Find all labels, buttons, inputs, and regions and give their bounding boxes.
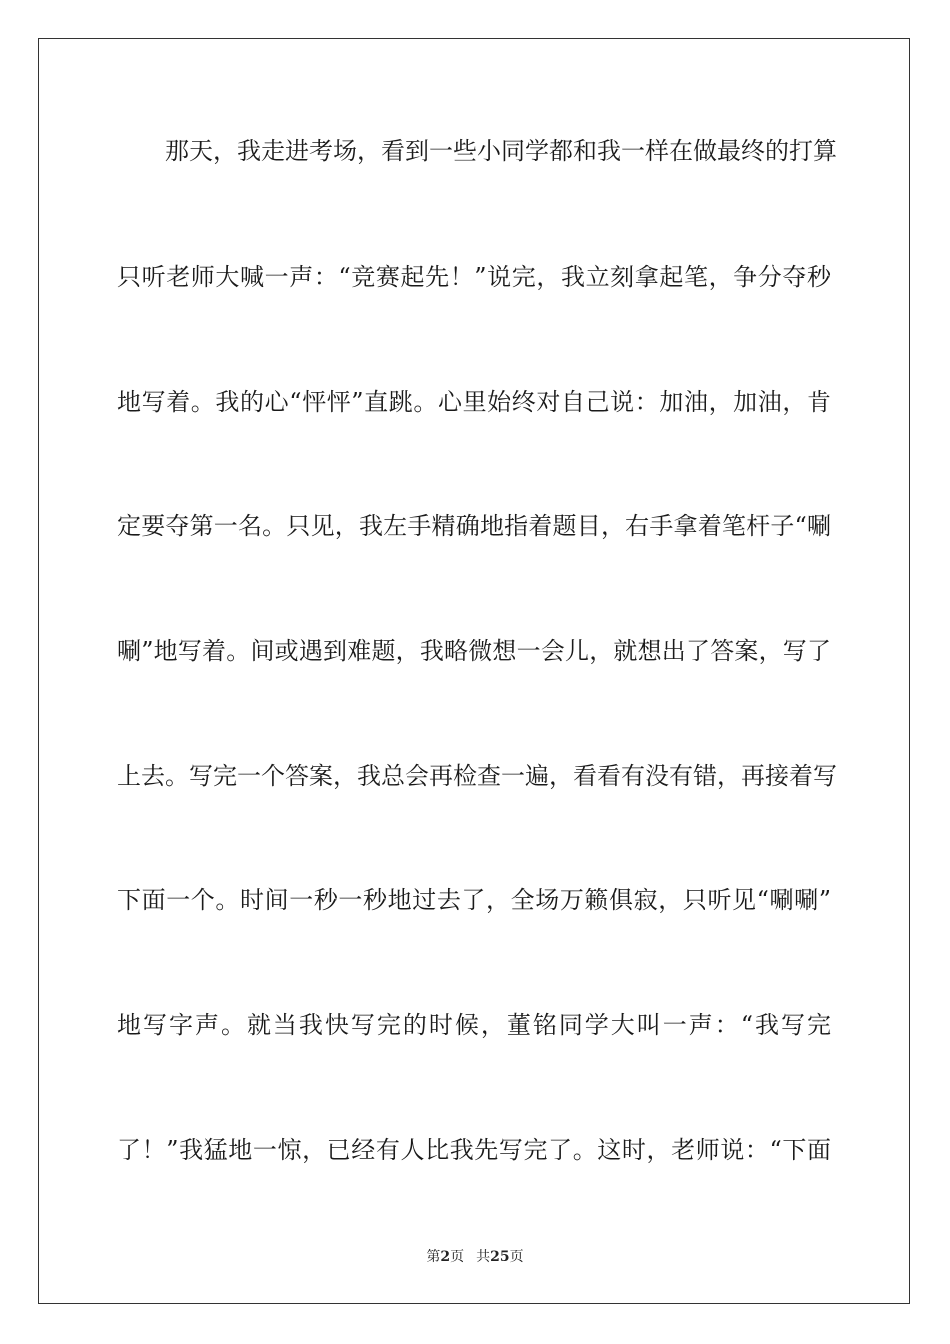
paragraph-line-1: 那天，我走进考场，看到一些小同学都和我一样在做最终的打算 xyxy=(165,137,837,165)
paragraph-line-6: 上去。写完一个答案，我总会再检查一遍，看看有没有错，再接着写 xyxy=(117,762,837,790)
paragraph-line-9: 了！”我猛地一惊，已经有人比我先写完了。这时，老师说：“下面 xyxy=(117,1136,831,1164)
page-footer xyxy=(0,1247,950,1267)
paragraph-line-4: 定要夺第一名。只见，我左手精确地指着题目，右手拿着笔杆子“唰 xyxy=(117,512,831,540)
page-border xyxy=(38,38,910,1304)
page-number: 2 xyxy=(440,1249,451,1265)
paragraph-line-2: 只听老师大喊一声：“竞赛起先！”说完，我立刻拿起笔，争分夺秒 xyxy=(117,263,831,291)
total-prefix: 共 xyxy=(476,1249,491,1265)
total-suffix: 页 xyxy=(509,1249,524,1265)
paragraph-line-7: 下面一个。时间一秒一秒地过去了，全场万籁俱寂，只听见“唰唰” xyxy=(117,886,831,914)
paragraph-line-3: 地写着。我的心“怦怦”直跳。心里始终对自己说：加油，加油，肯 xyxy=(117,388,831,416)
total-pages: 25 xyxy=(490,1249,510,1265)
paragraph-line-8: 地写字声。就当我快写完的时候，董铭同学大叫一声：“我写完 xyxy=(117,1011,831,1039)
page-suffix: 页 xyxy=(450,1249,465,1265)
paragraph-line-5: 唰”地写着。间或遇到难题，我略微想一会儿，就想出了答案，写了 xyxy=(117,637,831,665)
page-prefix: 第 xyxy=(426,1249,441,1265)
